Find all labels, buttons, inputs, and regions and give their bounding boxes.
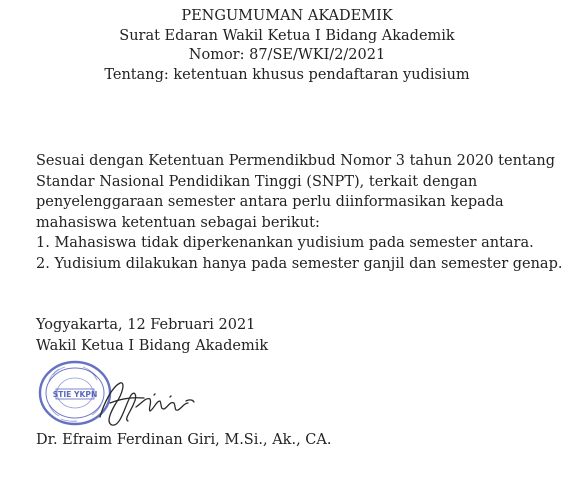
signer-name: Dr. Efraim Ferdinan Giri, M.Si., Ak., CA. <box>36 432 332 448</box>
announcement-body <box>36 151 566 274</box>
document-number: Nomor: 87/SE/WKI/2/2021 <box>188 47 386 63</box>
document-title: PENGUMUMAN AKADEMIK <box>181 8 393 24</box>
signature <box>90 373 198 431</box>
place-date: Yogyakarta, 12 Februari 2021 <box>36 317 256 333</box>
list-item: 1. Mahasiswa tidak diperkenankan yudisium pada semester antara. <box>36 235 534 251</box>
closing-block <box>36 315 268 356</box>
paragraph-line: Standar Nasional Pendidikan Tinggi (SNPT), terkait dengan <box>36 173 478 190</box>
document-subtitle: Surat Edaran Wakil Ketua I Bidang Akademik <box>119 27 455 44</box>
signer-position: Wakil Ketua I Bidang Akademik <box>36 337 269 354</box>
paragraph-line: Sesuai dengan Ketentuan Permendikbud Nomor 3 tahun 2020 tentang <box>36 153 556 169</box>
paragraph-line: penyelenggaraan semester antara perlu diinformasikan kepada <box>36 194 504 210</box>
stamp-center-text: STIE YKPN <box>52 390 98 400</box>
document-subject: Tentang: ketentuan khusus pendaftaran yudisium <box>104 66 470 83</box>
list-item: 2. Yudisium dilakukan hanya pada semester ganjil dan semester genap. <box>36 255 563 272</box>
paragraph-line: mahasiswa ketentuan sebagai berikut: <box>36 214 320 231</box>
document-header <box>0 7 574 85</box>
